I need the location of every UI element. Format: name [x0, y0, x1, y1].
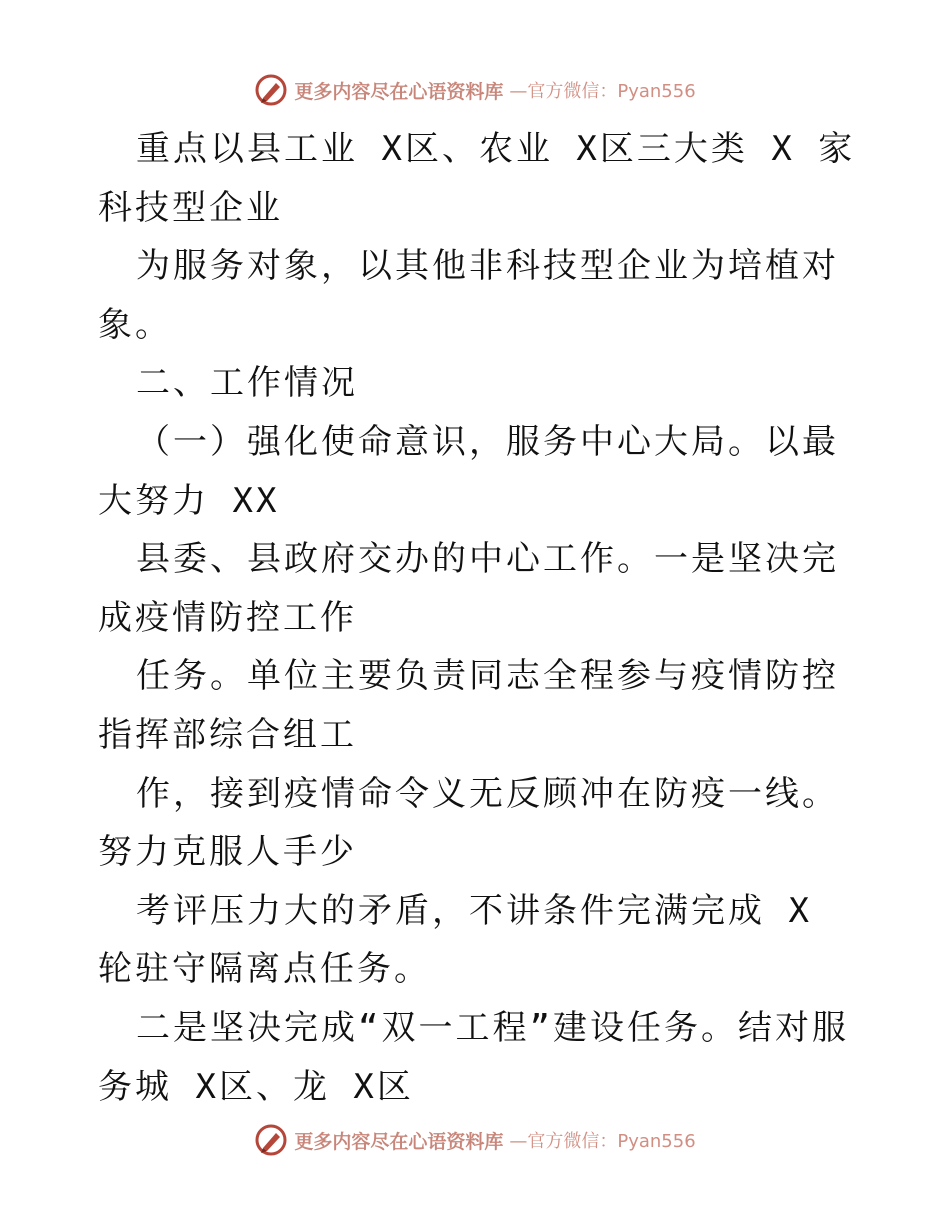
watermark-title: 更多内容尽在心语资料库 [294, 1130, 504, 1153]
paragraph: 二是坚决完成“双一工程”建设任务。结对服务城 X区、龙 X区 [98, 1007, 849, 1107]
paragraph: 为服务对象，以其他非科技型企业为培植对象。 [98, 246, 839, 345]
section-heading: 二、工作情况 [136, 363, 358, 404]
watermark-title: 更多内容尽在心语资料库 [294, 80, 504, 103]
paragraph: 重点以县工业 X区、农业 X区三大类 X 家科技型企业 [98, 129, 856, 228]
paragraph: 作，接到疫情命令义无反顾冲在防疫一线。努力克服人手少 [98, 773, 839, 873]
document-body [98, 120, 858, 1116]
header-watermark [0, 70, 950, 110]
footer-watermark [0, 1120, 950, 1160]
pen-logo-icon [254, 73, 288, 107]
paragraph: （一）强化使命意识，服务中心大局。以最大努力 XX [98, 421, 839, 521]
paragraph: 任务。单位主要负责同志全程参与疫情防控指挥部综合组工 [98, 656, 839, 755]
watermark-contact: —官方微信：Pyan556 [509, 1131, 696, 1152]
watermark-contact: —官方微信：Pyan556 [509, 81, 696, 102]
pen-logo-icon [254, 1123, 288, 1157]
paragraph: 县委、县政府交办的中心工作。一是坚决完成疫情防控工作 [98, 539, 839, 638]
paragraph: 考评压力大的矛盾，不讲条件完满完成 X 轮驻守隔离点任务。 [98, 890, 812, 990]
